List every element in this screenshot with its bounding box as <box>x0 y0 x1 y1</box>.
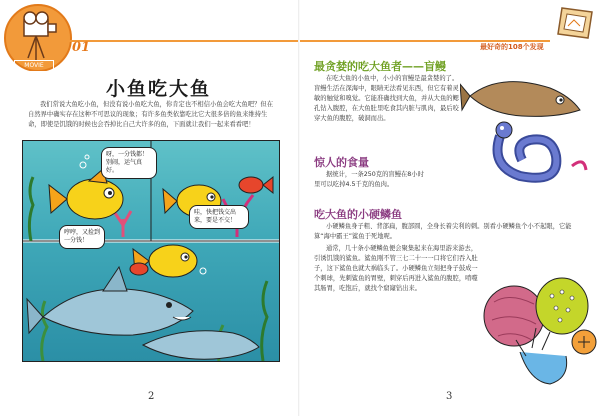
speech-bubble-3: 哇，快把钱交出来，要是不交！ <box>189 205 249 229</box>
section-text-appetite: 据统计，一条250克的盲鳗在8小时里可以吃掉4.5千克的鱼肉。 <box>314 171 424 188</box>
section-text-hardscale-1: 小硬鳞鱼身子粗、背部扁，腹部圆，全身长着尖利的刺。别看小硬鳞鱼个小不起眼，它能算“海中霸王”鲨鱼于死地呢。 <box>314 223 572 240</box>
chapter-badge: MOVIE CAMERA <box>14 60 54 72</box>
section-text-hagfish: 在吃大鱼的小鱼中，小小的盲鳗是最贪婪的了。盲鳗生活在深海中，眼睛无法看见东西，但它有着灵敏的触觉和嗅觉。它能准确找到大鱼，并从大鱼的鳃孔钻入腹腔，在大鱼肚里吃食其内脏与肌肉，最后咬穿大鱼的腹腔，破洞而出。 <box>314 75 459 122</box>
section-title-appetite: 惊人的食量 <box>314 156 369 169</box>
chapter-number: 01 <box>72 40 91 55</box>
page-number-left: 2 <box>148 391 155 402</box>
series-title: 最好奇的108个发现 <box>480 43 544 51</box>
speech-bubble-1: 呀，一分钱都！别闹，运气真好。 <box>101 147 157 179</box>
page-title: 小鱼吃大鱼 <box>106 78 212 100</box>
picture-frame-icon <box>556 4 596 40</box>
section-title-hagfish: 最贪婪的吃大鱼者——盲鳗 <box>314 60 446 73</box>
speech-bubble-2: 哼哼，又捡到一分钱！ <box>59 225 105 249</box>
page-number-right: 3 <box>446 391 453 402</box>
coral-spiky-fish-illustration <box>480 252 600 392</box>
right-page <box>300 0 600 416</box>
hagfish-illustration <box>460 66 600 186</box>
comic-panel <box>22 140 280 362</box>
section-title-hardscale: 吃大鱼的小硬鳞鱼 <box>314 208 402 221</box>
intro-paragraph: 我们常说大鱼吃小鱼，但没有说小鱼吃大鱼，你肯定也不相信小鱼会吃大鱼吧？但在自然界中确实存在这种不可思议的现象；有许多鱼类依靠吃比它大很多倍的鱼来维持生命，即使是饥饿的时候也会吞掉比自己大许多的鱼，下面就让我们一起来看看吧！ <box>28 101 273 128</box>
section-text-hardscale-2: 通常，几十条小硬鳞鱼便会聚集起来在海里游来游去，引诱饥饿的鲨鱼。鲨鱼刚不管三七二十一一口将它们吞入肚子，这下鲨鱼也就大祸临头了。小硬鳞鱼立刻把身子鼓成一个刺球，先刺鲨鱼的胃壁，刺穿后再进入鲨鱼的腹腔，啃噬其肠胃，吃饱后，就找个窟窿钻出来。 <box>314 245 478 292</box>
